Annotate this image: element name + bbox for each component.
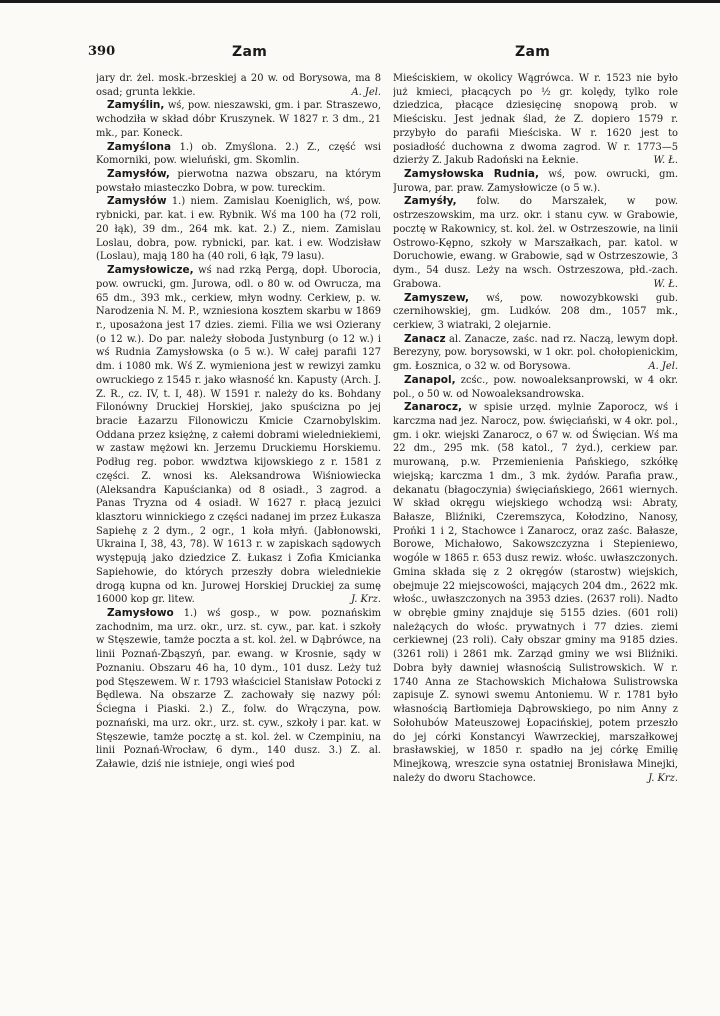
entry-text: wś, pow. nieszawski, gm. i par. Straszewo, wchodziła w skład dóbr Kruszynek. W 1827 r. 3 dm., 21 mk., par. Koneck.: [96, 100, 381, 139]
entry-text: pierwotna nazwa obszaru, na którym powstało miasteczko Dobra, w pow. tureckim.: [96, 169, 381, 194]
page-number: 390: [88, 44, 116, 59]
author-signature: J. Krz.: [351, 594, 381, 606]
entry-text: folw. do Marszałek, w pow. ostrzeszowskim, ma urz. okr. i stanu cyw. w Grabowie, pocztę w Rakownicy, st. kol. żel. w Ostrzeszowie, na linii Ostrowo-Kępno, szkoły w Marszałkach, par. katol. w Doruchowie, ewang. w Grabowie, sąd w Ostrzeszowie, 3 dym., 54 dusz. Leży na wsch. Ostrzeszowa, płd.-zach. Grabowa.: [393, 196, 678, 290]
dictionary-entry: [393, 195, 678, 291]
entry-text: w spisie urzęd. mylnie Zaporocz, wś i karczma nad jez. Narocz, pow. święciański, w 4 okr. pol., gm. i okr. wiejski Zanarocz, o 67 w. od Święcian. Wś ma 22 dm., 295 mk. (58 katol., 7 żyd.), cerkiew par. murowaną, p.w. Przemienienia Pańskiego, szkółkę wiejską; karczma 1 dm., 3 mk. żydów. Parafia praw., dekanatu (błagoczynia) święciańskiego, 2661 wiernych. W skład okręgu wiejskiego wchodzą wsi: Abraty, Bałasze, Bliźniki, Czeremszyca, Kołodzino, Nanosy, Prońki 1 i 2, Stachowce i Zanarocz, oraz zaśc. Bałasze, Borowe, Michałowo, Sakowszczyzna i Stepieniewo, wogóle w 1865 r. 653 dusz rewiz. włośc. uwłaszczonych. Gmina składa się z 2 okręgów (starostw) wiejskich, obejmuje 22 miejscowości, mających 204 dm., 2622 mk. włośc., uwłaszczonych na 3953 dzies. (2637 roli). Nadto w obrębie gminy znajduje się 5155 dzies. (601 roli) należących do włośc. prywatnych i 77 dzies. ziemi cerkiewnej (23 roli). Cały obszar gminy ma 9185 dzies. (3261 roli) i 2861 mk. Zarząd gminy we wsi Bliźniki. Dobra były dawniej własnością Sulistrowskich. W r. 1740 Anna ze Stachowskich Michałowa Sulistrowska zapisuje Z. synowi swemu Antoniemu. W r. 1781 było własnością Bartłomieja Dąbrowskiego, po nim Anny z Sołohubów Mateuszowej Łopacińskiej, potem przeszło do jej córki Konstancyi Wawrzeckiej, marszałkowej brasławskiej, w 1850 r. spadło na jej córkę Emilię Minejkową, wreszcie syna ostatniej Bronisława Minejki, należy do dworu Stachowce.: [393, 402, 678, 784]
author-signature: A. Jel.: [648, 361, 678, 373]
entry-text: jary dr. żel. mosk.-brzeskiej a 20 w. od Borysowa, ma 8 osad; grunta lekkie.: [96, 73, 381, 98]
entry-headword: Zanapol,: [404, 373, 456, 386]
entry-headword: Zamysłów: [107, 195, 167, 208]
entry-text: wś, pow. owrucki, gm. Jurowa, par. praw. Zamysłowicze (o 5 w.).: [393, 169, 678, 194]
entry-headword: Zamysłowicze,: [107, 264, 194, 277]
author-signature: J. Krz.: [648, 772, 678, 784]
author-signature: A. Jel.: [351, 86, 381, 98]
entry-text: wś nad rzką Pergą, dopł. Uborocia, pow. owrucki, gm. Jurowa, odl. o 80 w. od Owrucza, ma 65 dm., 393 mk., cerkiew, młyn wodny. Cerkiew, p. w. Narodzenia N. M. P., wzniesiona kosztem skarbu w 1869 r., uposażona jest 17 dzies. ziemi. Filia we wsi Ozierany (o 12 w.). Do par. należy słoboda Justynburg (o 12 w.) i wś Rudnia Zamysłowska (o 5 w.). W całej parafii 127 dm. i 1080 mk. Wś Z. wymieniona jest w rewizyi zamku owruckiego z 1545 r. jako własność kn. Kapusty (Arch. J. Z. R., cz. IV, t. I, 48). W 1591 r. należy do ks. Bohdany Filonówny Druckiej Horskiej, jako spuścizna po jej bracie Łazarzu Filonowiczu Kmicie Czarnobylskim. Oddana przez księżnę, z całemi dobrami wieledniekiemi, w zastaw mężowi kn. Jerzemu Druckiemu Horskiemu. Podług reg. pobor. wwdztwa kijowskiego z r. 1581 z części. Z. wnosi ks. Aleksandrowa Wiśniowiecka (Aleksandra Kapuścianka) od 8 osiadł., 3 zagrod. a Panas Tryzna od 4 osiadł. W 1627 r. płacą jezuici klasztoru winnickiego z części nadanej im przez Łukasza Sapiehę z 2 dym., 2 ogr., 1 koła młyń. (Jabłonowski, Ukraina I, 38, 43, 78). W 1613 r. w zapiskach sądowych występują jako dziedzice Z. Łukasz i Zofia Kmicianka Sapiehowie, do których przeszły dobra wieledniekie drogą kupna od kn. Jurowej Horskiej Druckiej za sumę 16000 kop gr. litew.: [96, 265, 381, 606]
dictionary-entry: [96, 141, 381, 168]
entry-text: zcśc., pow. nowoaleksanprowski, w 4 okr. pol., o 50 w. od Nowoaleksandrowska.: [393, 374, 678, 400]
entry-text: 1.) ob. Zmyślona. 2.) Z., część wsi Komorniki, pow. wieluński, gm. Skomlin.: [96, 141, 381, 167]
entry-text: 1.) niem. Zamislau Koeniglich, wś, pow. rybnicki, par. kat. i ew. Rybnik. Wś ma 100 ha (72 roli, 20 łąk), 39 dm., 264 mk. kat. 2.) Z., niem. Zamislau Loslau, dobra, pow. rybnicki, par. kat. i ew. Wodzisław (Loslau), mają 180 ha (40 roli, 6 łąk, 79 lasu).: [96, 196, 381, 263]
entry-headword: Zamyślona: [107, 140, 172, 153]
entry-headword: Zamysłów,: [107, 168, 170, 181]
entry-text: wś, pow. nowozybkowski gub. czernihowskiej, gm. Ludków. 208 dm., 1057 mk., cerkiew, 3 wiatraki, 2 olejarnie.: [393, 292, 678, 331]
dictionary-entry: [96, 264, 381, 607]
left-text-column: [96, 72, 381, 1016]
dictionary-entry: [96, 168, 381, 195]
dictionary-entry: [96, 99, 381, 140]
entry-headword: Zanacz: [404, 332, 446, 345]
entry-text: 1.) wś gosp., w pow. poznańskim zachodnim, ma urz. okr., urz. st. cyw., par. kat. i szkoły w Stęszewie, tamże poczta a st. kol. żel. w Dąbrówce, na linii Poznań-Zbąszyń, par. ewang. w Krosnie, sądy w Poznaniu. Obszaru 46 ha, 10 dym., 101 dusz. Leży tuż pod Stęszewem. W r. 1793 właściciel Stanisław Potocki z Będlewa. Na obszarze Z. zachowały się nazwy pól: Ściegna i Piaski. 2.) Z., folw. do Wrączyna, pow. poznański, ma urz. okr., urz. st. cyw., szkoły i par. kat. w Stęszewie, tamże pocztę a st. kol. żel. w Czempiniu, na linii Poznań-Wrocław, 6 dym., 140 dusz. 3.) Z. al. Załawie, dziś nie istnieje, ongi wieś pod: [96, 608, 381, 770]
right-text-column: [393, 72, 678, 1016]
page-header: [88, 44, 668, 64]
author-signature: W. Ł.: [653, 278, 678, 290]
dictionary-entry: [393, 168, 678, 195]
dictionary-entry: [393, 374, 678, 401]
dictionary-entry: [393, 72, 678, 168]
running-head-right: Zam: [515, 44, 551, 60]
entry-headword: Zamyszew,: [404, 291, 469, 304]
dictionary-entry: [393, 401, 678, 785]
running-head-left: Zam: [232, 44, 268, 60]
entry-headword: Zamysłowska Rudnia,: [404, 168, 539, 181]
dictionary-entry: [96, 195, 381, 264]
author-signature: W. Ł.: [653, 155, 678, 167]
entry-headword: Zamyślin,: [107, 99, 165, 112]
dictionary-entry: [393, 292, 678, 333]
entry-headword: Zanarocz,: [404, 401, 462, 414]
entry-text: al. Zanacze, zaśc. nad rz. Naczą, lewym dopł. Berezyny, pow. borysowski, w 1 okr. pol. chołopienickim, gm. Łosznica, o 32 w. od Borysowa.: [393, 333, 678, 373]
dictionary-entry: [96, 607, 381, 772]
top-border-rule: [0, 0, 720, 3]
entry-headword: Zamyśły,: [404, 195, 457, 208]
dictionary-entry: [393, 333, 678, 374]
dictionary-entry: [96, 72, 381, 99]
entry-headword: Zamysłowo: [107, 607, 174, 620]
entry-text: Mieściskiem, w okolicy Wągrówca. W r. 1523 nie było już kmieci, płacących po ½ gr. kolędy, tylko role dziedzica, płacące dziesięcinę snopową prob. w Mieścisku. Jest jednak ślad, że Z. dopiero 1579 r. przybyło do parafii Mieściska. W r. 1620 jest to posiadłość duchowna z dwoma zagrod. W r. 1773—5 dzierży Z. Jakub Radoński na Łeknie.: [393, 73, 678, 167]
